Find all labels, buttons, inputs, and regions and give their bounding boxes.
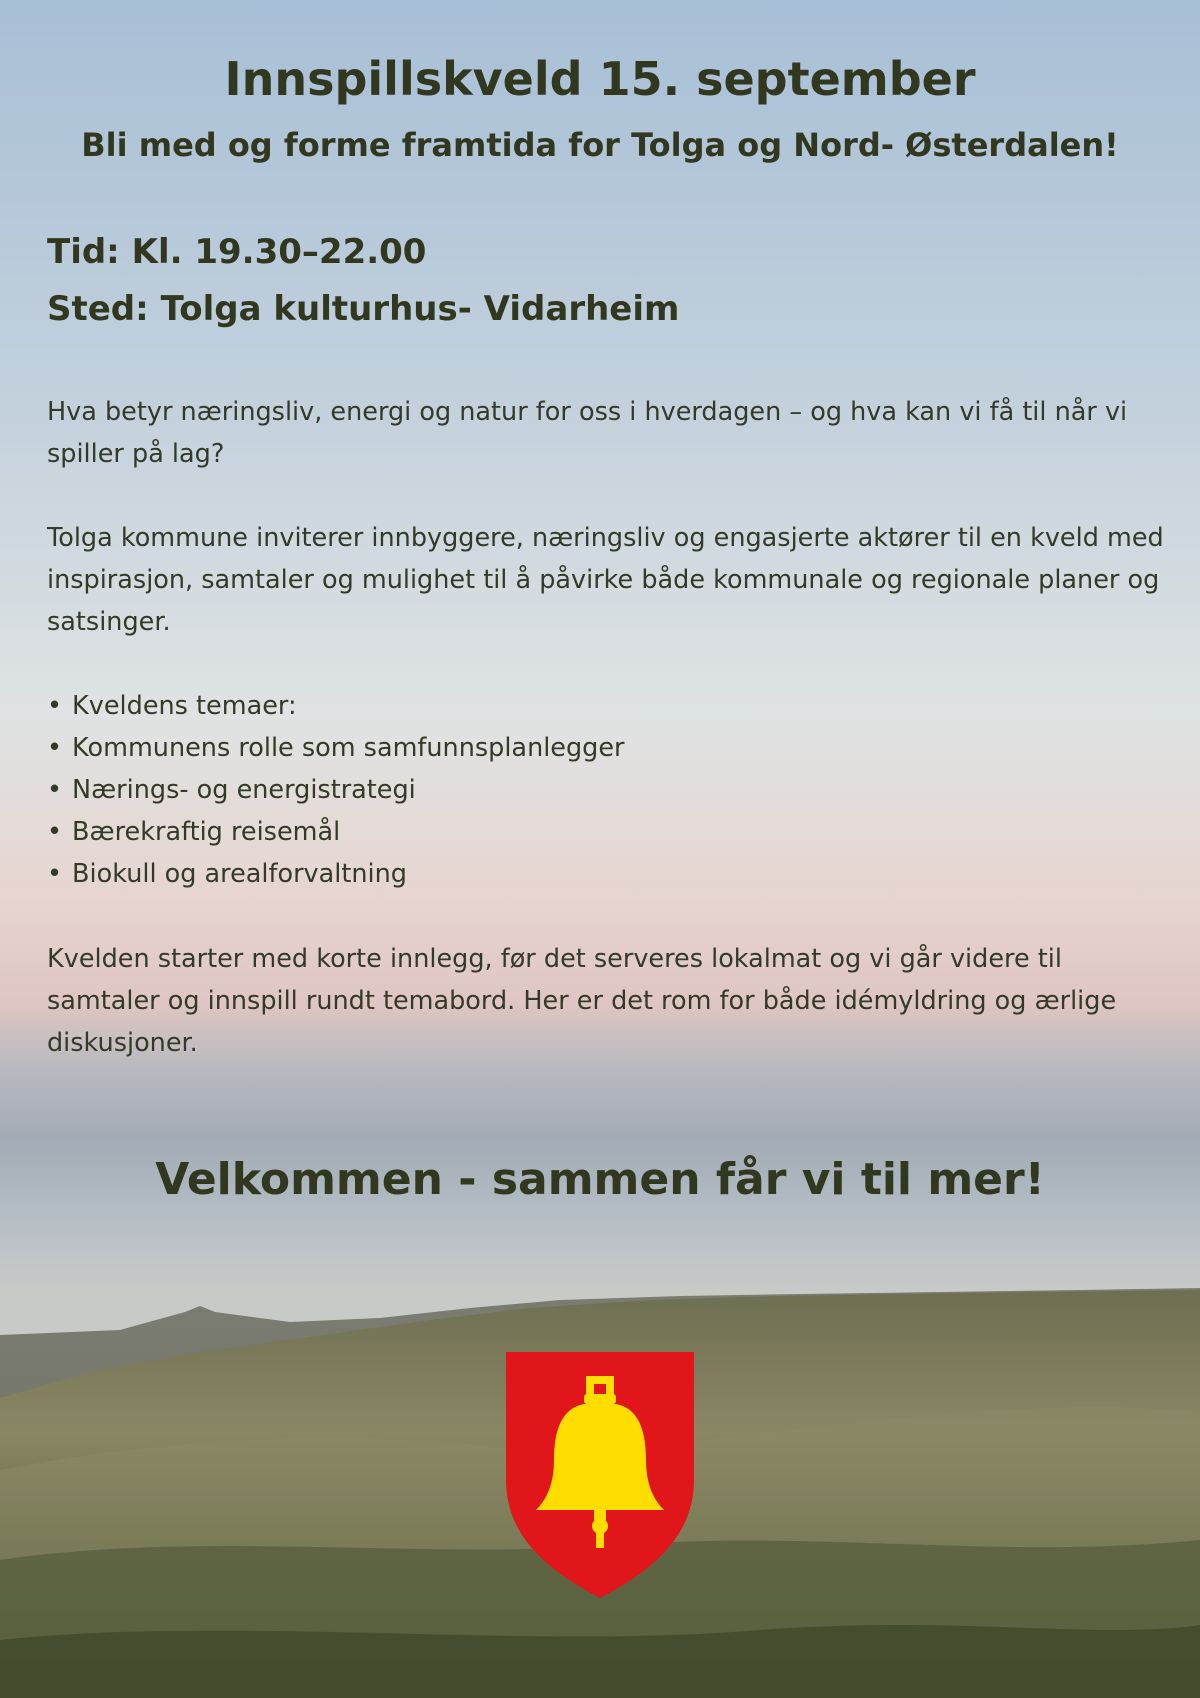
invitation-paragraph: Tolga kommune inviterer innbyggere, næringsliv og engasjerte aktører til en kveld med inspirasjon, samtaler og mulighet til å påvirke både kommunale og regionale planer og satsinger.	[47, 523, 1164, 637]
themes-list	[47, 685, 625, 895]
list-item: • Nærings- og energistrategi	[47, 769, 625, 811]
page-subtitle: Bli med og forme framtida for Tolga og Nord- Østerdalen!	[81, 126, 1119, 164]
list-item: • Kommunens rolle som samfunnsplanlegger	[47, 727, 625, 769]
themes-heading: • Kveldens temaer:	[47, 685, 625, 727]
intro-paragraph: Hva betyr næringsliv, energi og natur for oss i hverdagen – og hva kan vi få til når vi spiller på lag?	[47, 397, 1128, 469]
event-time: Tid: Kl. 19.30–22.00	[47, 232, 427, 272]
page-title: Innspillskveld 15. september	[224, 52, 976, 106]
program-paragraph: Kvelden starter med korte innlegg, før det serveres lokalmat og vi går videre til samtaler og innspill rundt temabord. Her er det rom for både idémyldring og ærlige diskusjoner.	[47, 944, 1117, 1058]
list-item: • Biokull og arealforvaltning	[47, 853, 625, 895]
bell-coat-of-arms-icon	[504, 1350, 696, 1600]
event-place: Sted: Tolga kulturhus- Vidarheim	[47, 289, 680, 329]
welcome-text: Velkommen - sammen får vi til mer!	[155, 1154, 1045, 1205]
list-item: • Bærekraftig reisemål	[47, 811, 625, 853]
